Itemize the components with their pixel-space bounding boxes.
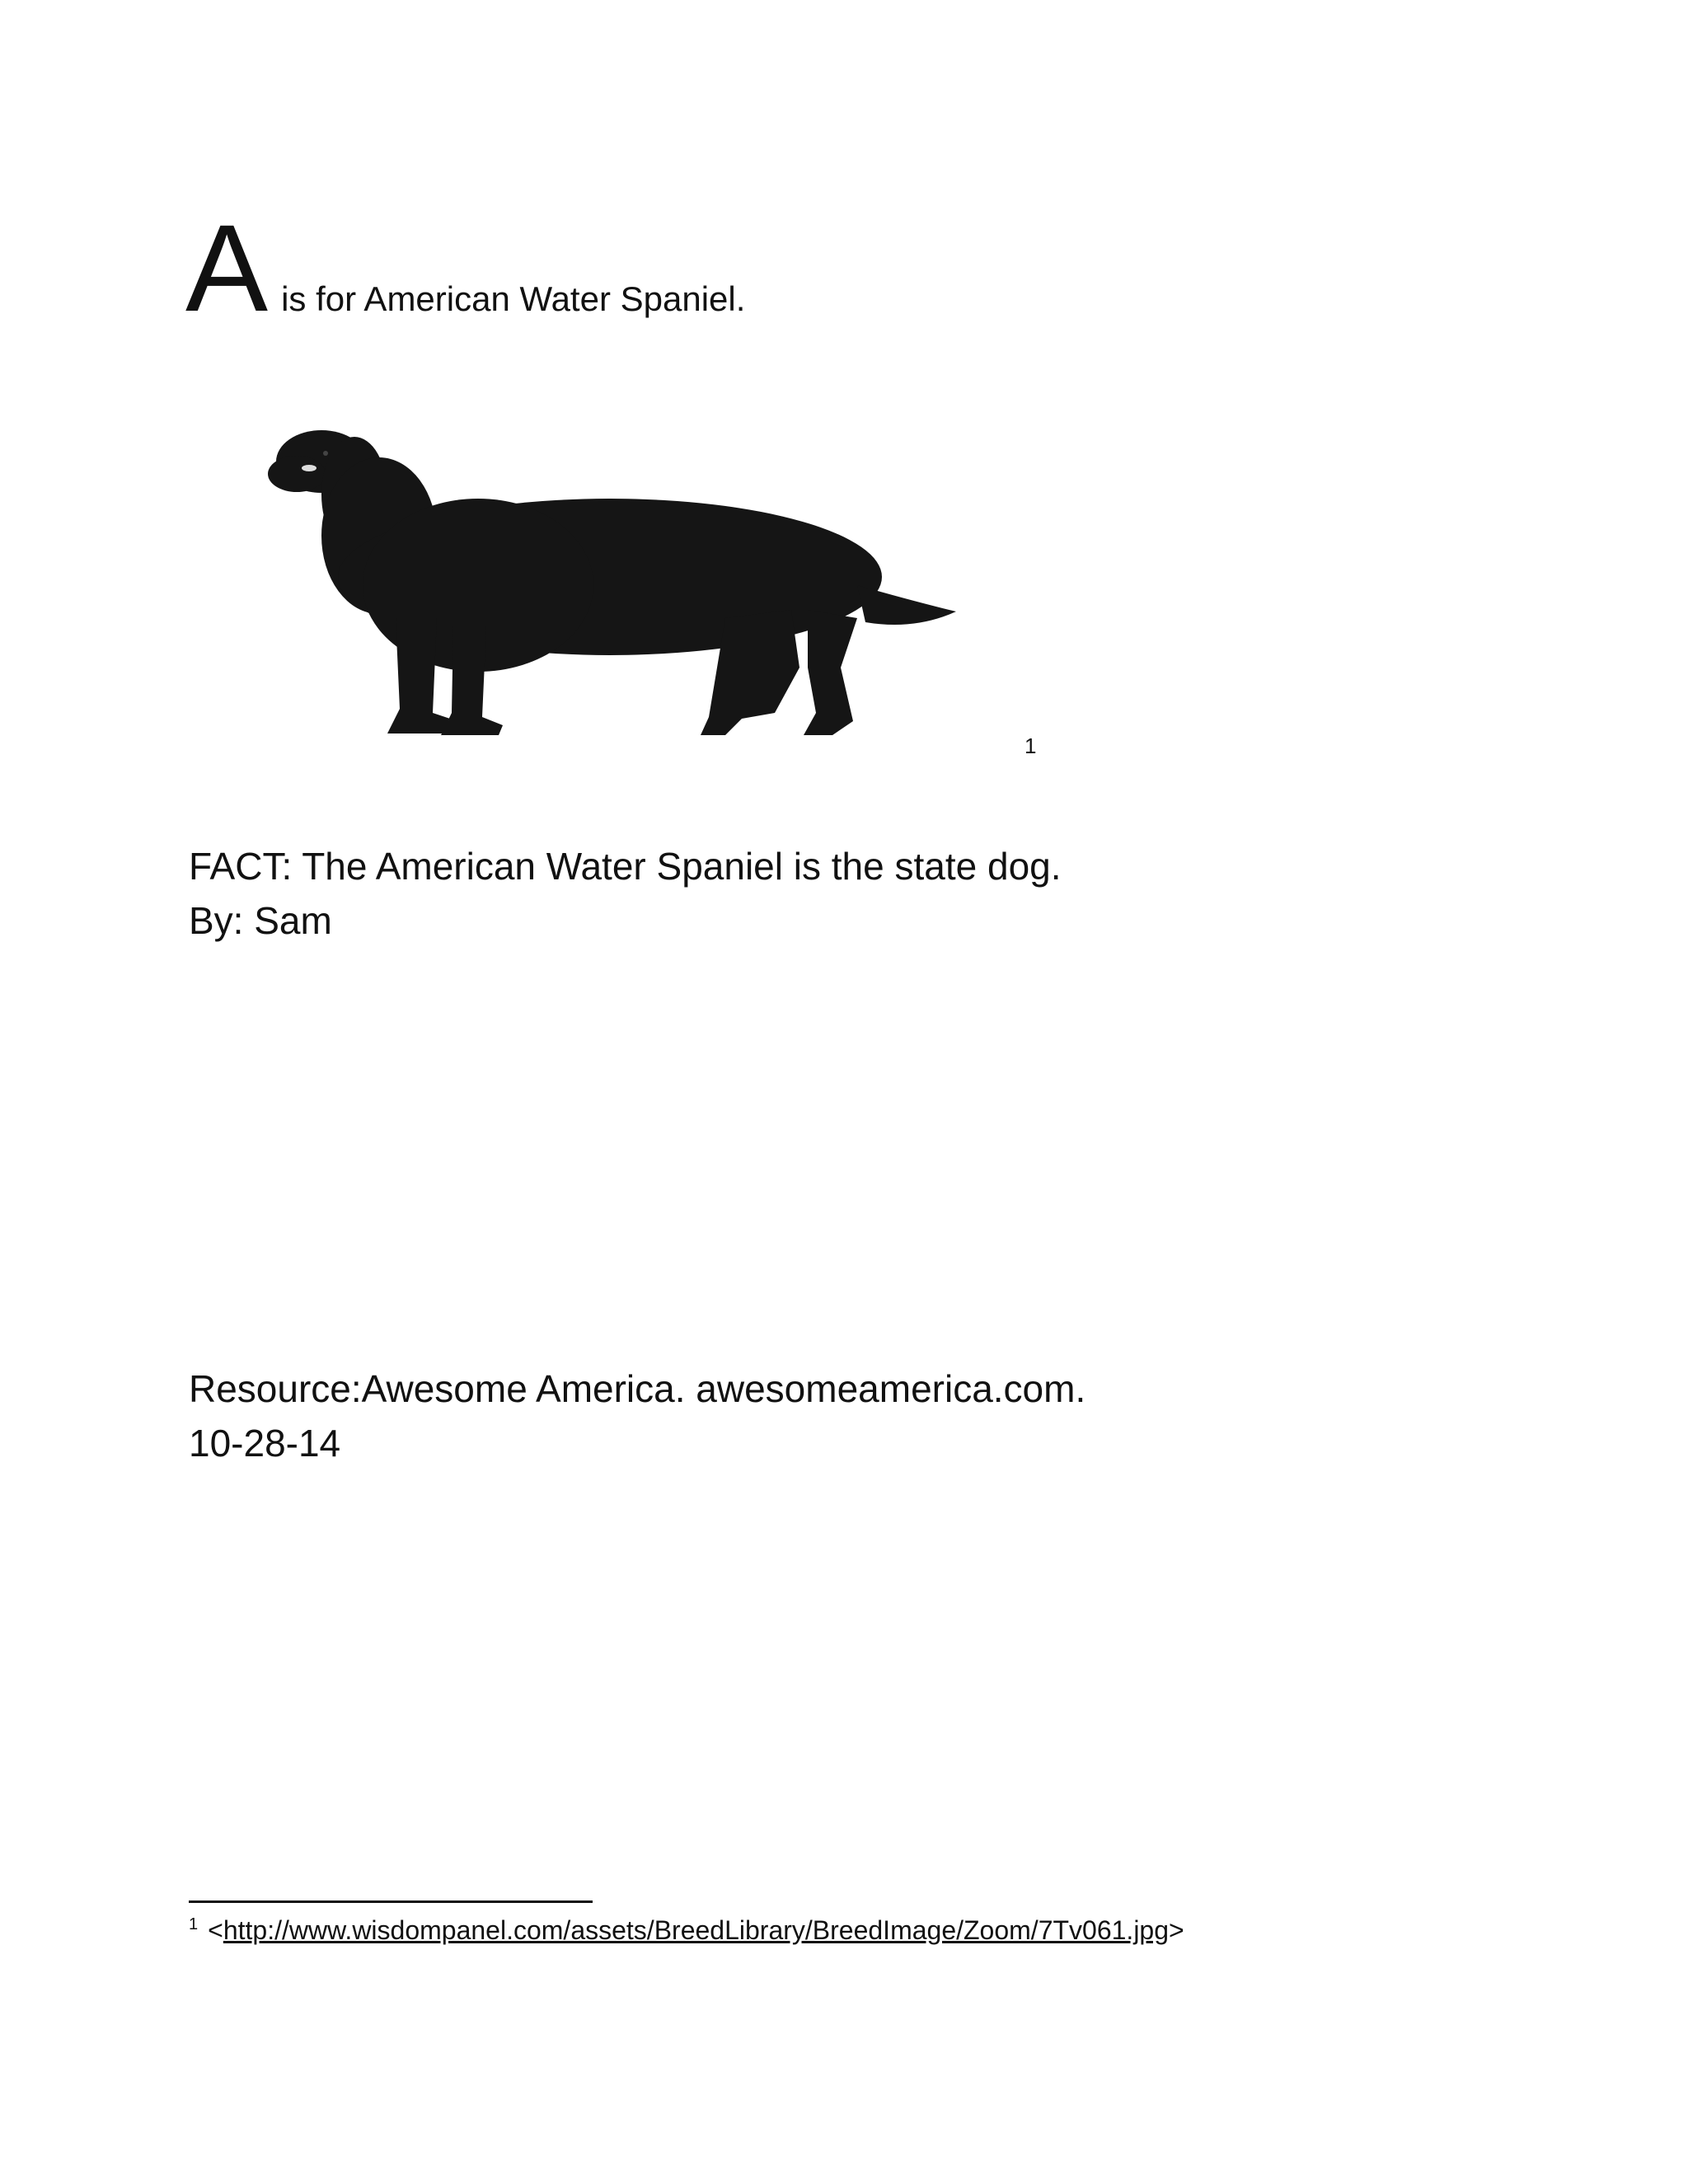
author-line: By: Sam <box>189 899 332 942</box>
resource-block <box>189 1361 1085 1470</box>
resource-line: Resource:Awesome America. awesomeamerica.com. <box>189 1367 1086 1410</box>
footnote <box>189 1915 1184 1946</box>
footnote-open-bracket: < <box>208 1915 223 1945</box>
resource-date: 10-28-14 <box>189 1422 341 1465</box>
figure-footnote-ref: 1 <box>1025 733 1037 758</box>
heading-big-letter: A <box>185 199 269 337</box>
footnote-close-bracket: > <box>1169 1915 1184 1945</box>
heading-text: is for American Water Spaniel. <box>281 279 746 318</box>
page-heading <box>185 199 746 337</box>
footnote-number: 1 <box>189 1915 199 1934</box>
footnote-divider <box>189 1900 593 1903</box>
fact-block <box>189 839 1062 948</box>
footnote-link[interactable]: http://www.wisdompanel.com/assets/BreedLibrary/BreedImage/Zoom/7Tv061.jpg <box>223 1915 1170 1945</box>
dog-illustration <box>264 396 973 750</box>
fact-text: FACT: The American Water Spaniel is the state dog. <box>189 845 1062 888</box>
